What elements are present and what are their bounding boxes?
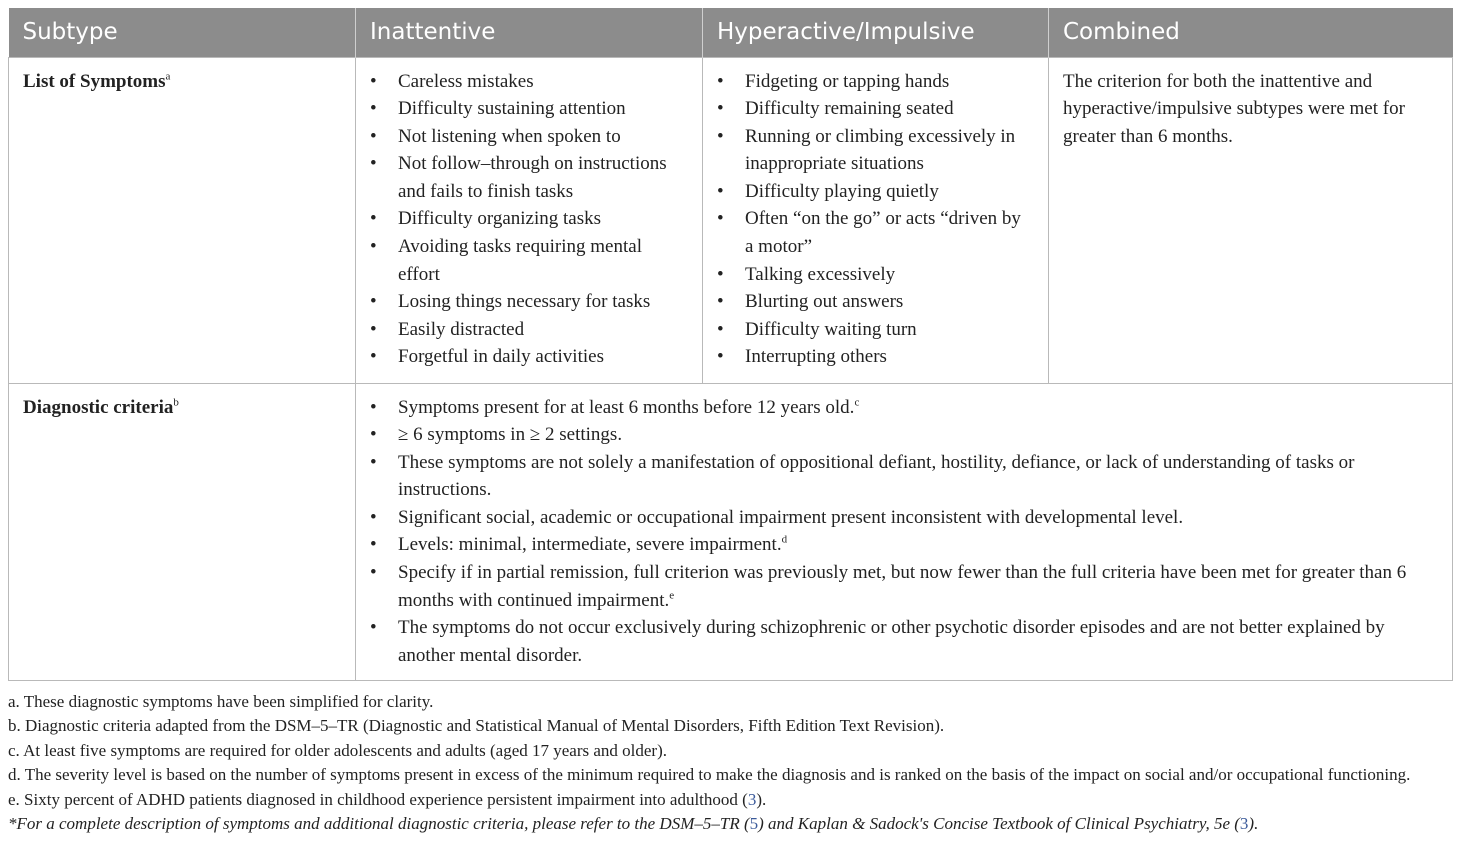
list-item-text: Significant social, academic or occupational impairment present inconsistent with developmental level. — [398, 506, 1184, 528]
row-label-symptoms — [9, 57, 356, 383]
footnote-c: c. At least five symptoms are required for older adolescents and adults (aged 17 years and older). — [8, 740, 667, 760]
list-item — [370, 150, 688, 205]
list-item-text: ≥ 6 symptoms in ≥ 2 settings. — [398, 424, 623, 446]
table-footnotes — [8, 690, 1452, 838]
list-item-text: Difficulty sustaining attention — [398, 98, 626, 120]
list-item-text: Losing things necessary for tasks — [398, 291, 651, 313]
reference-note — [8, 812, 1452, 837]
footnote-b: b. Diagnostic criteria adapted from the DSM–5–TR (Diagnostic and Statistical Manual of Mental Disorders, Fifth Edition Text Revision). — [8, 716, 945, 736]
footnote-marker-a: a — [165, 70, 171, 83]
row-label-criteria-text: Diagnostic criteria — [23, 396, 174, 418]
list-item-text: Not follow–through on instructions and fails to finish tasks — [398, 153, 667, 202]
list-item-text: Careless mistakes — [398, 70, 534, 92]
footnote-marker: d — [781, 534, 788, 547]
diagnostic-criteria-cell — [356, 383, 1453, 680]
list-item — [370, 316, 688, 344]
list-item — [370, 614, 1438, 669]
adhd-subtype-table — [8, 8, 1453, 681]
list-item-text: Often “on the go” or acts “driven by a motor” — [745, 208, 1021, 258]
list-item-text: Easily distracted — [398, 318, 525, 340]
list-item-text: Difficulty playing quietly — [745, 180, 939, 202]
list-item — [370, 205, 688, 233]
header-hyperactive-impulsive: Hyperactive/Impulsive — [703, 8, 1049, 57]
list-item — [370, 233, 688, 288]
footnote-e-end: ). — [756, 789, 767, 809]
list-item — [370, 531, 1438, 559]
footnote-marker: c — [854, 396, 860, 409]
list-item — [370, 288, 688, 316]
list-item — [370, 68, 688, 96]
list-item-text: Blurting out answers — [745, 291, 904, 313]
combined-description-cell — [1049, 57, 1453, 383]
list-item-text: The symptoms do not occur exclusively during schizophrenic or other psychotic disorder episodes and are not better explained by another mental disorder. — [398, 617, 1385, 666]
list-item-text: Avoiding tasks requiring mental effort — [398, 236, 642, 285]
header-combined: Combined — [1049, 8, 1453, 57]
list-item — [370, 504, 1438, 532]
list-item-text: These symptoms are not solely a manifestation of oppositional defiant, hostility, defiance, or lack of understanding of tasks or instructions. — [398, 451, 1355, 501]
footnote-a: a. These diagnostic symptoms have been simplified for clarity. — [8, 691, 434, 711]
list-item-text: Running or climbing excessively in inappropriate situations — [745, 125, 1016, 175]
reference-link-3[interactable]: 3 — [747, 789, 757, 809]
diagnostic-criteria-list — [370, 394, 1438, 670]
reference-note-part-1: *For a complete description of symptoms and additional diagnostic criteria, please refer to the DSM–5–TR ( — [8, 814, 750, 834]
reference-note-part-3: ). — [1248, 814, 1259, 834]
footnote-marker-b: b — [173, 396, 179, 409]
list-item-text: Difficulty waiting turn — [745, 318, 917, 340]
footnote-marker: e — [669, 589, 675, 602]
table-header-row — [9, 8, 1453, 57]
footnote-d: d. The severity level is based on the number of symptoms present in excess of the minimum required to make the diagnosis and is ranked on the basis of the impact on social and/or occupational functioning. — [8, 765, 1411, 785]
list-item-text: Difficulty organizing tasks — [398, 208, 601, 230]
reference-link-5[interactable]: 5 — [749, 814, 759, 834]
list-item — [370, 421, 1438, 449]
document-page — [8, 8, 1452, 837]
list-item-text: Not listening when spoken to — [398, 125, 621, 147]
table-row-symptoms — [9, 57, 1453, 383]
list-item — [370, 123, 688, 151]
header-subtype: Subtype — [9, 8, 356, 57]
footnote-e — [8, 788, 1452, 813]
list-item — [717, 68, 1034, 96]
list-item — [717, 288, 1034, 316]
list-item-text: Specify if in partial remission, full criterion was previously met, but now fewer than the full criteria have been met for greater than 6 months with continued impairment. — [398, 562, 1407, 611]
hyperactive-symptoms-cell — [703, 57, 1049, 383]
list-item — [717, 316, 1034, 344]
list-item — [717, 95, 1034, 123]
inattentive-symptom-list — [370, 68, 688, 372]
list-item-text: Talking excessively — [745, 263, 896, 285]
list-item — [717, 178, 1034, 206]
list-item-text: Symptoms present for at least 6 months before 12 years old. — [398, 396, 855, 418]
list-item — [717, 261, 1034, 289]
inattentive-symptoms-cell — [356, 57, 703, 383]
list-item-text: Fidgeting or tapping hands — [745, 70, 950, 92]
list-item — [370, 449, 1438, 504]
list-item-text: Difficulty remaining seated — [745, 98, 954, 120]
list-item — [370, 343, 688, 371]
row-label-criteria — [9, 383, 356, 680]
list-item — [370, 559, 1438, 614]
table-row-diagnostic-criteria — [9, 383, 1453, 680]
reference-note-part-2: ) and Kaplan & Sadock's Concise Textbook of Clinical Psychiatry, 5e ( — [758, 814, 1240, 834]
list-item-text: Levels: minimal, intermediate, severe impairment. — [398, 534, 782, 556]
reference-link-3b[interactable]: 3 — [1239, 814, 1249, 834]
header-inattentive: Inattentive — [356, 8, 703, 57]
row-label-symptoms-text: List of Symptoms — [23, 70, 166, 92]
list-item — [717, 343, 1034, 371]
list-item-text: Interrupting others — [745, 346, 887, 368]
list-item-text: Forgetful in daily activities — [398, 346, 604, 368]
list-item — [370, 394, 1438, 422]
list-item — [717, 205, 1034, 260]
footnote-e-text: e. Sixty percent of ADHD patients diagnosed in childhood experience persistent impairment into adulthood ( — [8, 789, 748, 809]
list-item — [717, 123, 1034, 178]
list-item — [370, 95, 688, 123]
hyperactive-symptom-list — [717, 68, 1034, 372]
combined-description: The criterion for both the inattentive and hyperactive/impulsive subtypes were met for greater than 6 months. — [1063, 70, 1405, 147]
